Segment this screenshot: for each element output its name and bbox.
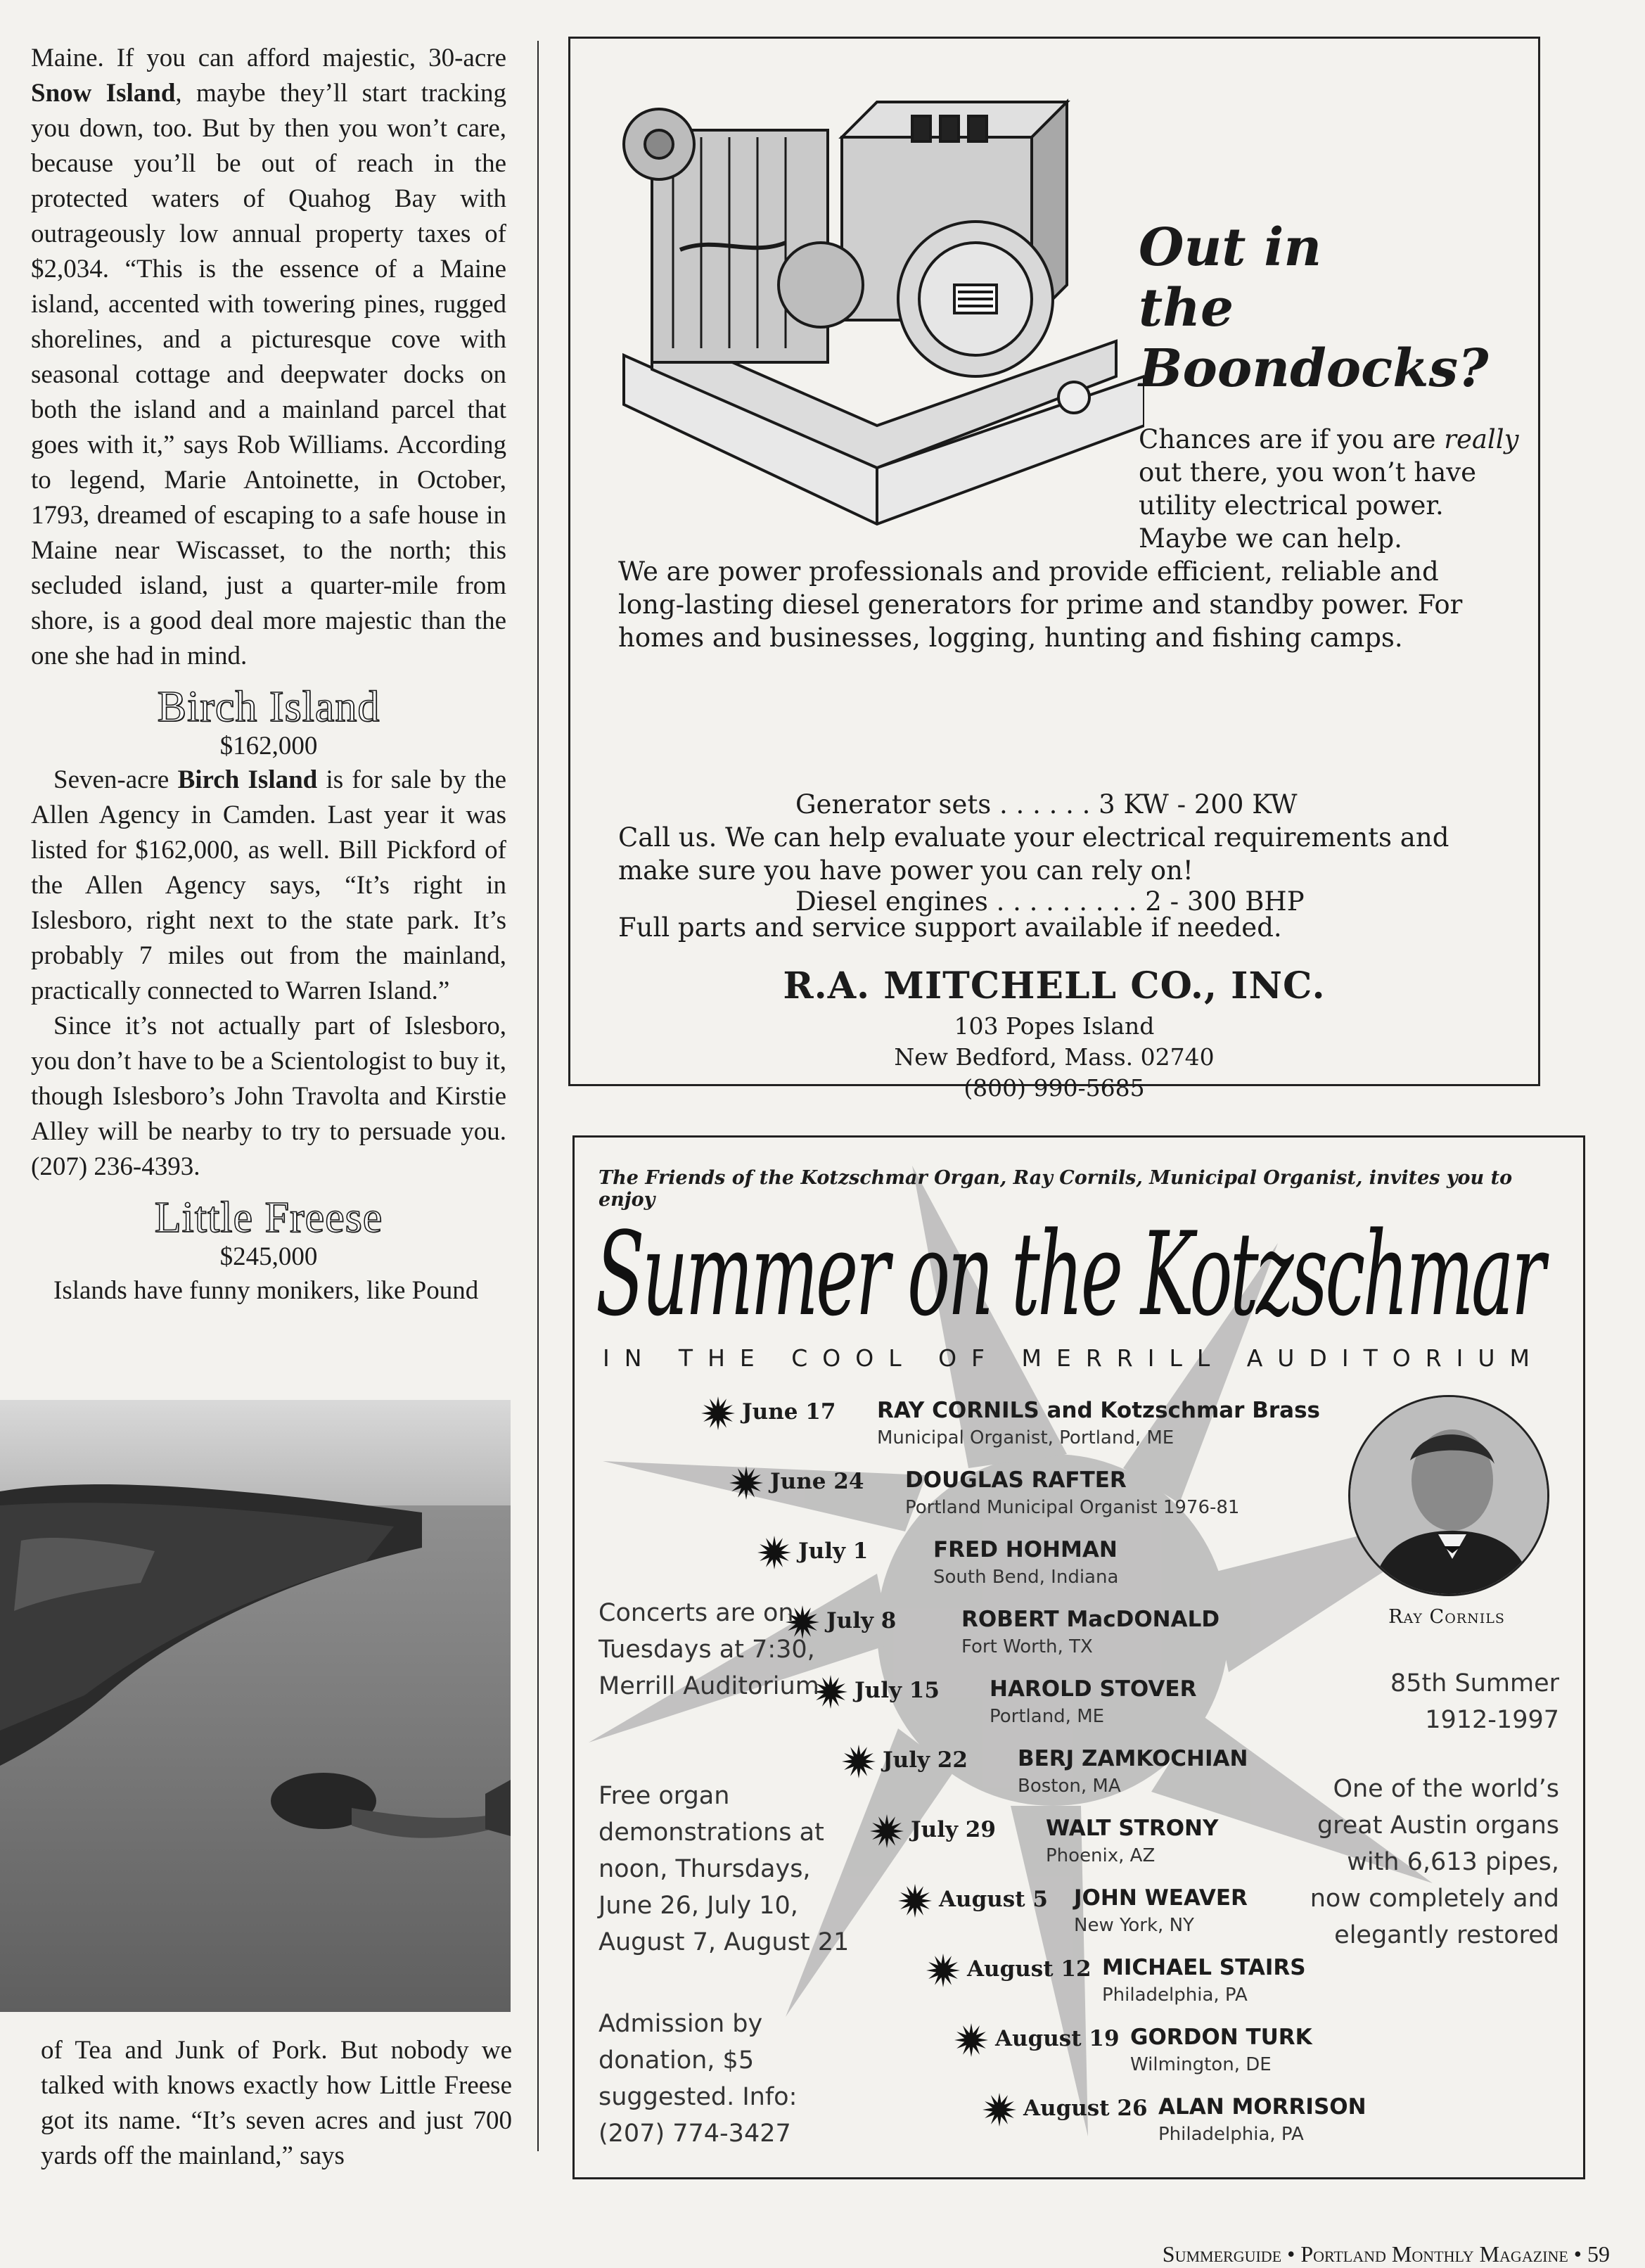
- starburst-icon: [870, 1814, 904, 1848]
- little-freese-heading: Little Freese: [154, 1194, 383, 1242]
- text-run-bold: Snow Island: [31, 79, 176, 108]
- concert-performer: JOHN WEAVER: [1074, 1885, 1248, 1911]
- headline-line: the: [1139, 278, 1234, 338]
- birch-island-heading: Birch Island: [157, 683, 380, 731]
- generator-advertisement: [568, 37, 1540, 1102]
- aerial-island-photo: [0, 1400, 511, 2012]
- concert-date: August 12: [967, 1956, 1092, 1982]
- text-run-bold: Birch Island: [177, 765, 318, 794]
- concert-date: July 1: [798, 1538, 869, 1564]
- anniversary-line: 1912-1997: [1425, 1706, 1559, 1734]
- little-freese-price: $245,000: [219, 1242, 318, 1271]
- spec-diesel-engines: Diesel engines . . . . . . . . . 2 - 300 BHP: [795, 886, 1305, 917]
- little-freese-paragraph-end: of Tea and Junk of Pork. But nobody we talked with knows exactly how Little Freese got its name. “It’s seven acres and just 700 yards off the mainland,” says: [41, 2036, 512, 2170]
- concert-date: July 15: [854, 1678, 940, 1703]
- article-paragraph-snow-island: [31, 41, 506, 674]
- concert-performer: DOUGLAS RAFTER: [905, 1467, 1127, 1493]
- concert-date: June 24: [770, 1469, 864, 1494]
- text-run: Maine. If you can afford majestic, 30-acre: [31, 44, 506, 72]
- little-freese-paragraph-start: Islands have funny monikers, like Pound: [53, 1276, 479, 1305]
- concert-location: Philadelphia, PA: [1158, 2124, 1304, 2145]
- text-run: is for sale by the Allen Agency in Camden. Last year it was listed for $162,000, as well. Bill Pickford of the Allen Agency says, “It’s right in Islesboro, right next to the state park. It’s probably 7 miles out from the mainland, practically connected to Warren Island.”: [31, 765, 506, 1005]
- starburst-icon: [701, 1396, 735, 1430]
- concert-location: Portland Municipal Organist 1976-81: [905, 1497, 1240, 1518]
- company-city: New Bedford, Mass. 02740: [894, 1043, 1215, 1071]
- concert-performer: MICHAEL STAIRS: [1102, 1955, 1306, 1980]
- concert-date: August 5: [939, 1887, 1048, 1912]
- headline-line: Out in: [1139, 217, 1322, 278]
- concert-location: Municipal Organist, Portland, ME: [877, 1427, 1174, 1448]
- concert-location: South Bend, Indiana: [933, 1567, 1119, 1588]
- organ-description: One of the world’s great Austin organs with 6,613 pipes, now completely and elegantly restored: [1310, 1775, 1559, 1949]
- company-street: 103 Popes Island: [954, 1012, 1155, 1040]
- organ-demonstration-note: Free organ demonstrations at noon, Thursdays, June 26, July 10, August 7, August 21: [599, 1782, 850, 1956]
- article-column: [31, 41, 506, 1308]
- photo-graphic: [0, 1400, 511, 2012]
- company-phone: (800) 990-5685: [964, 1074, 1145, 1102]
- starburst-icon: [982, 2093, 1016, 2127]
- birch-island-price: $162,000: [219, 732, 318, 760]
- page-footer: Summerguide • Portland Monthly Magazine • 59: [1162, 2241, 1610, 2267]
- text-run: Chances are if you are: [1139, 424, 1445, 454]
- concert-location: New York, NY: [1074, 1915, 1194, 1936]
- concert-date: August 19: [995, 2026, 1120, 2051]
- diesel-generator-illustration: [610, 74, 1144, 559]
- starburst-icon: [842, 1745, 876, 1778]
- concert-date: July 22: [883, 1747, 968, 1773]
- concert-performer: ALAN MORRISON: [1158, 2094, 1366, 2120]
- headline-line: Boondocks?: [1139, 338, 1489, 399]
- concert-date: July 8: [826, 1608, 897, 1633]
- ad-body-intro: We are power professionals and provide efficient, reliable and long-lasting diesel generators for prime and standby power. For homes and businesses, logging, hunting and fishing camps.: [618, 556, 1463, 653]
- concert-date: August 26: [1023, 2096, 1148, 2121]
- birch-island-paragraph: [31, 763, 506, 1009]
- concert-location: Philadelphia, PA: [1102, 1984, 1248, 2006]
- ad-body-support: Full parts and service support available if needed.: [618, 912, 1282, 943]
- spec-generator-sets: Generator sets . . . . . . 3 KW - 200 KW: [795, 789, 1298, 820]
- starburst-icon: [926, 1954, 960, 1987]
- portrait-caption: Ray Cornils: [1388, 1606, 1505, 1628]
- concert-performer: RAY CORNILS and Kotzschmar Brass: [877, 1398, 1321, 1423]
- concert-performer: FRED HOHMAN: [933, 1537, 1118, 1562]
- ad-body-call: Call us. We can help evaluate your electrical requirements and make sure you have power you can rely on!: [618, 822, 1449, 886]
- text-run-italic: really: [1444, 424, 1519, 454]
- article-column-continued: [41, 2033, 512, 2174]
- starburst-icon: [757, 1536, 791, 1569]
- column-divider: [537, 41, 539, 2151]
- concert-location: Fort Worth, TX: [961, 1636, 1093, 1657]
- admission-note: Admission by donation, $5 suggested. Info: (207) 774-3427: [599, 2010, 798, 2148]
- text-run: Seven-acre: [53, 765, 178, 794]
- little-freese-subhead: [31, 1194, 506, 1273]
- concert-location: Boston, MA: [1018, 1776, 1121, 1797]
- anniversary-line: 85th Summer: [1390, 1669, 1559, 1697]
- concert-date: June 17: [742, 1399, 836, 1425]
- concert-performer: BERJ ZAMKOCHIAN: [1018, 1746, 1248, 1771]
- organist-portrait: [1348, 1395, 1549, 1596]
- anniversary-note: [1292, 1665, 1559, 1738]
- text-run: out there, you won’t have utility electrical power. Maybe we can help.: [1139, 457, 1477, 554]
- birch-island-paragraph-2: Since it’s not actually part of Islesboro, you don’t have to be a Scientologist to buy it, though Islesboro’s John Travolta and Kirstie Alley will be nearby to try to persuade you. (207) 236-4393.: [31, 1012, 506, 1181]
- kotzschmar-concert-advertisement: [572, 1135, 1585, 2179]
- concert-tagline: IN THE COOL OF MERRILL AUDITORIUM: [603, 1344, 1544, 1372]
- birch-island-subhead: [31, 684, 506, 763]
- concert-location: Wilmington, DE: [1130, 2054, 1272, 2075]
- portrait-graphic: [1350, 1397, 1547, 1594]
- concert-performer: WALT STRONY: [1046, 1816, 1219, 1841]
- starburst-icon: [954, 2023, 988, 2057]
- text-run: , maybe they’ll start tracking you down, too. But by then you won’t care, because you’ll be out of reach in the protected waters of Quahog Bay with outrageously low annual property taxes of $2,034. “This is the essence of a Maine island, accented with towering pines, rugged shorelines, and a picturesque cove with seasonal cottage and deepwater docks on both the island and a mainland parcel that goes with it,” says Rob Williams. According to legend, Marie Antoinette, in October, 1793, dreamed of escaping to a safe house in Maine near Wiscasset, to the north; this secluded island, just a quarter-mile from shore, is a good deal more majestic than the one she had in mind.: [31, 79, 507, 670]
- concert-location: Portland, ME: [990, 1706, 1105, 1727]
- ad-subcopy: [1139, 423, 1532, 555]
- starburst-icon: [729, 1466, 763, 1500]
- company-name: R.A. MITCHELL CO., INC.: [783, 964, 1326, 1007]
- concert-series-title: Summer on the Kotzschmar: [596, 1207, 1543, 1342]
- concert-time-note: Concerts are on Tuesdays at 7:30, Merrill Auditorium: [599, 1599, 819, 1700]
- ad-headline: [1139, 217, 1518, 399]
- concert-performer: HAROLD STOVER: [990, 1676, 1197, 1702]
- concert-performer: GORDON TURK: [1130, 2025, 1312, 2050]
- concert-intro: The Friends of the Kotzschmar Organ, Ray Cornils, Municipal Organist, invites you to enjoy: [599, 1167, 1513, 1211]
- starburst-icon: [898, 1884, 932, 1918]
- concert-date: July 29: [911, 1817, 996, 1842]
- concert-performer: ROBERT MacDONALD: [961, 1607, 1220, 1632]
- concert-location: Phoenix, AZ: [1046, 1845, 1156, 1866]
